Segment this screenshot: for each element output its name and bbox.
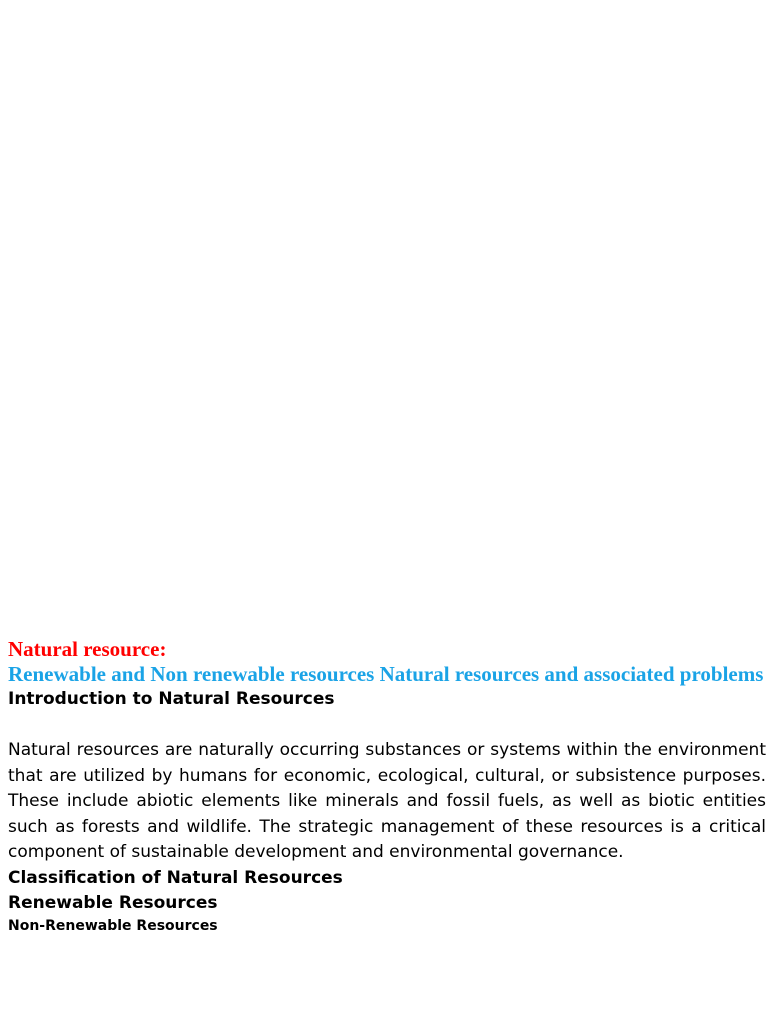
document-subtitle: Renewable and Non renewable resources Natural resources and associated problems xyxy=(8,662,764,686)
non-renewable-heading: Non-Renewable Resources xyxy=(8,917,218,934)
intro-paragraph: Natural resources are naturally occurring substances or systems within the environment that are utilized by humans for economic, ecological, cultural, or subsistence purposes. These include abiotic elements like minerals and fossil fuels, as well as biotic entities such as forests and wildlife. The strategic management of these resources is a critical component of sustainable development and environmental governance. xyxy=(8,740,766,863)
document-page xyxy=(8,637,766,936)
spacer xyxy=(8,712,766,738)
intro-heading: Introduction to Natural Resources xyxy=(8,689,335,709)
renewable-heading: Renewable Resources xyxy=(8,892,218,913)
classification-heading: Classification of Natural Resources xyxy=(8,867,343,888)
document-title: Natural resource: xyxy=(8,637,167,661)
